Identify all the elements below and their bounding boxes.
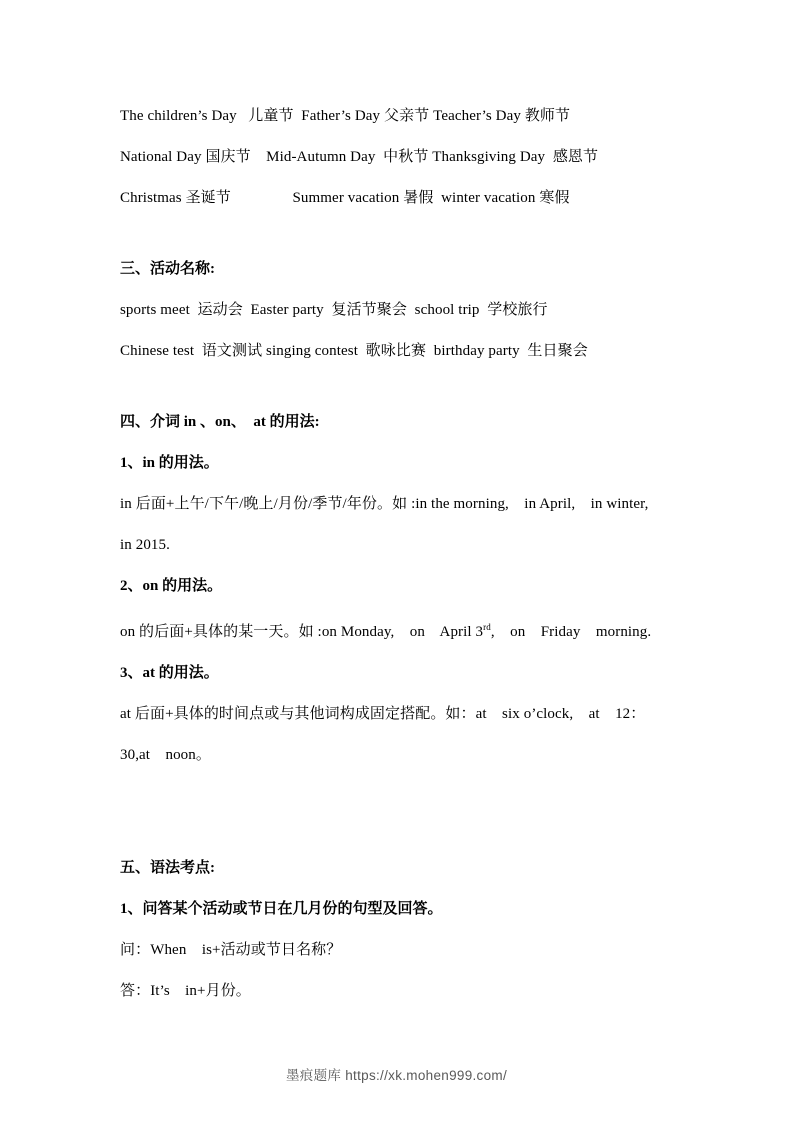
section-4-item-2-body (120, 607, 673, 653)
section-4-item-3-body-line-1: at 后面+具体的时间点或与其他词构成固定搭配。如：at six o’clock, at 12： (120, 706, 646, 722)
section-4-item-3-body-line-2: 30,at noon。 (120, 747, 211, 763)
festival-line-1: The children’s Day 儿童节 Father’s Day 父亲节 Teacher’s Day 教师节 (120, 108, 571, 124)
section-3-line-2: Chinese test 语文测试 singing contest 歌咏比赛 birthday party 生日聚会 (120, 343, 588, 359)
section-4-item-2-body-pre: on 的后面+具体的某一天。如 :on Monday, on April 3 (120, 624, 484, 640)
section-5-item-1-answer: 答：It’s in+月份。 (120, 983, 251, 999)
festival-line-3: Christmas 圣诞节 Summer vacation 暑假 winter vacation 寒假 (120, 190, 570, 206)
section-4-heading: 四、介词 in 、on、 at 的用法: (120, 414, 320, 430)
section-4-item-1-body-line-1: in 后面+上午/下午/晚上/月份/季节/年份。如 :in the morning, in April, in winter, (120, 496, 649, 512)
section-4-item-2-title: 2、on 的用法。 (120, 578, 223, 594)
section-5-item-1-title: 1、问答某个活动或节日在几月份的句型及回答。 (120, 901, 443, 917)
festival-line-2: National Day 国庆节 Mid-Autumn Day 中秋节 Thanksgiving Day 感恩节 (120, 149, 599, 165)
section-4-item-1-title: 1、in 的用法。 (120, 455, 219, 471)
spacer (120, 372, 673, 402)
section-3-heading: 三、活动名称: (120, 261, 215, 277)
section-5-item-1-question: 问：When is+活动或节日名称？ (120, 942, 342, 958)
section-5-heading: 五、语法考点: (120, 860, 215, 876)
page-footer-watermark: 墨痕题库 https://xk.mohen999.com/ (285, 1068, 508, 1083)
section-4-item-1-body-line-2: in 2015. (120, 537, 170, 553)
section-4-item-3-title: 3、at 的用法。 (120, 665, 219, 681)
section-4-item-2-body-post: , on Friday morning. (490, 624, 652, 640)
spacer (120, 776, 673, 848)
ordinal-suffix: rd (483, 622, 491, 632)
section-3-line-1: sports meet 运动会 Easter party 复活节聚会 school trip 学校旅行 (120, 302, 548, 318)
spacer (120, 219, 673, 249)
